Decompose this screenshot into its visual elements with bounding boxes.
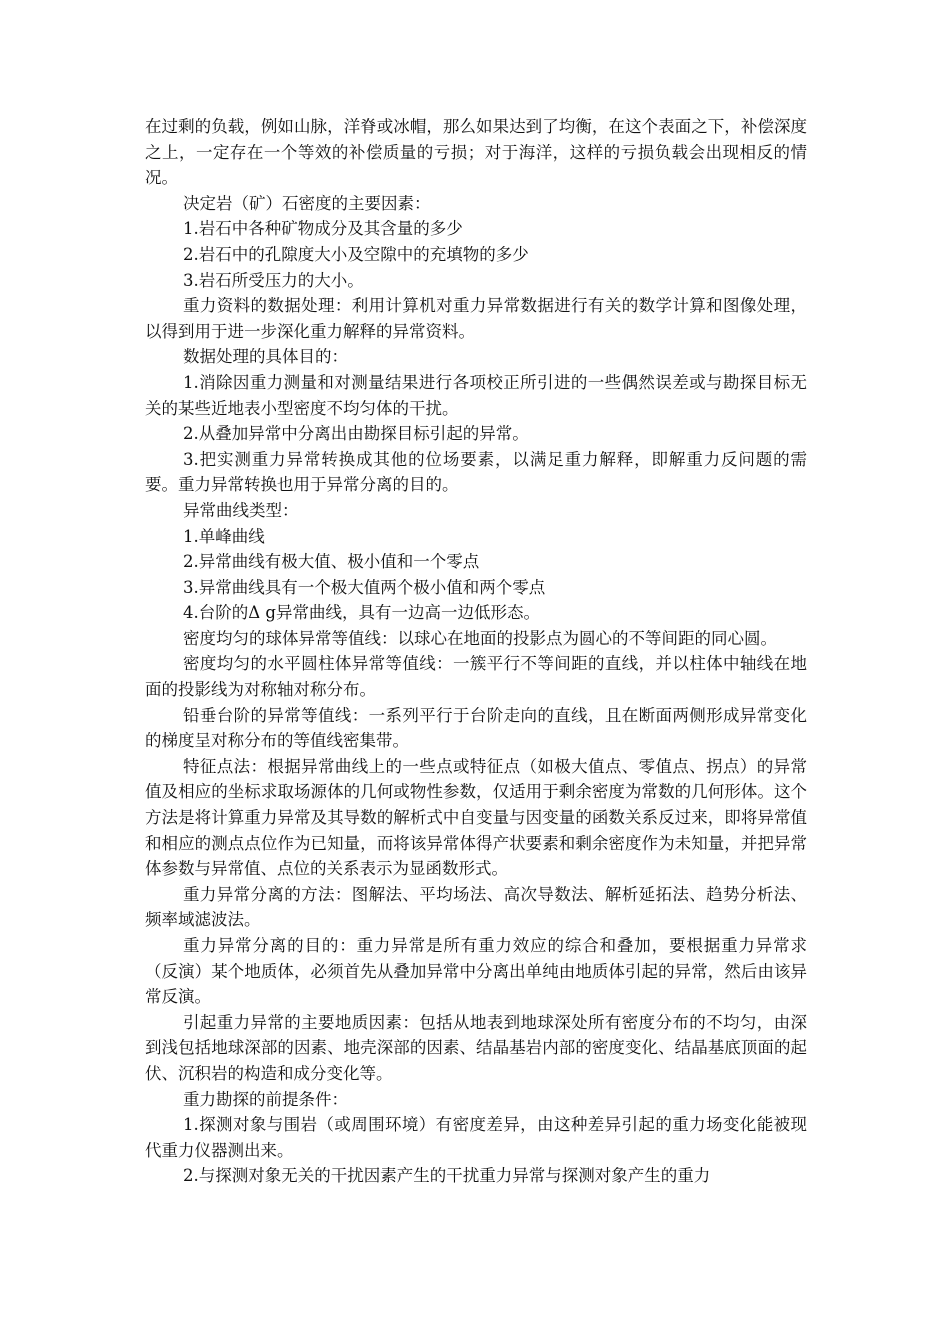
list-item: 3.把实测重力异常转换成其他的位场要素，以满足重力解释，即解重力反问题的需要。重力异常转换也用于异常分离的目的。 — [145, 449, 807, 495]
list-item: 1.消除因重力测量和对测量结果进行各项校正所引进的一些偶然误差或与勘探目标无关的某些近地表小型密度不均匀体的干扰。 — [145, 372, 807, 418]
paragraph-characteristic-point-method: 特征点法：根据异常曲线上的一些点或特征点（如极大值点、零值点、拐点）的异常值及相应的坐标求取场源体的几何或物性参数，仅适用于剩余密度为常数的几何形体。这个方法是将计算重力异常及其导数的解析式中自变量与因变量的函数关系反过来，即将异常值和相应的测点点位作为已知量，而将该异常体得产状要素和剩余密度作为未知量，并把异常体参数与异常值、点位的关系表示为显函数形式。 — [145, 756, 807, 879]
paragraph-step-contours: 铅垂台阶的异常等值线：一系列平行于台阶走向的直线，且在断面两侧形成异常变化的梯度呈对称分布的等值线密集带。 — [145, 705, 807, 751]
paragraph-cylinder-contours: 密度均匀的水平圆柱体异常等值线：一簇平行不等间距的直线，并以柱体中轴线在地面的投影线为对称轴对称分布。 — [145, 654, 807, 700]
paragraph-curve-types-heading: 异常曲线类型： — [183, 500, 299, 520]
list-item: 1.单峰曲线 — [183, 526, 265, 546]
list-item: 2.异常曲线有极大值、极小值和一个零点 — [183, 552, 480, 572]
paragraph-density-factors-heading: 决定岩（矿）石密度的主要因素： — [183, 193, 431, 213]
list-item: 3.异常曲线具有一个极大值两个极小值和两个零点 — [183, 577, 546, 597]
document-body — [145, 114, 807, 1189]
list-item: 4.台阶的Δ g异常曲线，具有一边高一边低形态。 — [183, 603, 540, 623]
list-item: 3.岩石所受压力的大小。 — [183, 270, 364, 290]
list-item: 1.探测对象与围岩（或周围环境）有密度差异，由这种差异引起的重力场变化能被现代重力仪器测出来。 — [145, 1115, 807, 1160]
paragraph-sphere-contours: 密度均匀的球体异常等值线：以球心在地面的投影点为圆心的不等间距的同心圆。 — [183, 628, 777, 648]
paragraph-separation-methods: 重力异常分离的方法：图解法、平均场法、高次导数法、解析延拓法、趋势分析法、频率域滤波法。 — [145, 884, 807, 930]
paragraph-processing-goals-heading: 数据处理的具体目的： — [183, 347, 348, 367]
list-item: 2.与探测对象无关的干扰因素产生的干扰重力异常与探测对象产生的重力 — [183, 1166, 711, 1186]
paragraph-isostasy-continued: 在过剩的负载，例如山脉，洋脊或冰帽，那么如果达到了均衡，在这个表面之下，补偿深度之上，一定存在一个等效的补偿质量的亏损；对于海洋，这样的亏损负载会出现相反的情况。 — [145, 117, 807, 188]
list-item: 1.岩石中各种矿物成分及其含量的多少 — [183, 219, 463, 239]
paragraph-separation-purpose: 重力异常分离的目的：重力异常是所有重力效应的综合和叠加，要根据重力异常求（反演）某个地质体，必须首先从叠加异常中分离出单纯由地质体引起的异常，然后由该异常反演。 — [145, 936, 807, 1007]
paragraph-data-processing: 重力资料的数据处理：利用计算机对重力异常数据进行有关的数学计算和图像处理，以得到用于进一步深化重力解释的异常资料。 — [145, 296, 807, 341]
paragraph-geologic-factors: 引起重力异常的主要地质因素：包括从地表到地球深处所有密度分布的不均匀，由深到浅包括地球深部的因素、地壳深部的因素、结晶基岩内部的密度变化、结晶基底顶面的起伏、沉积岩的构造和成分变化等。 — [145, 1012, 807, 1083]
list-item: 2.岩石中的孔隙度大小及空隙中的充填物的多少 — [183, 244, 529, 264]
list-item: 2.从叠加异常中分离出由勘探目标引起的异常。 — [183, 424, 529, 444]
paragraph-prerequisites-heading: 重力勘探的前提条件： — [183, 1089, 348, 1109]
